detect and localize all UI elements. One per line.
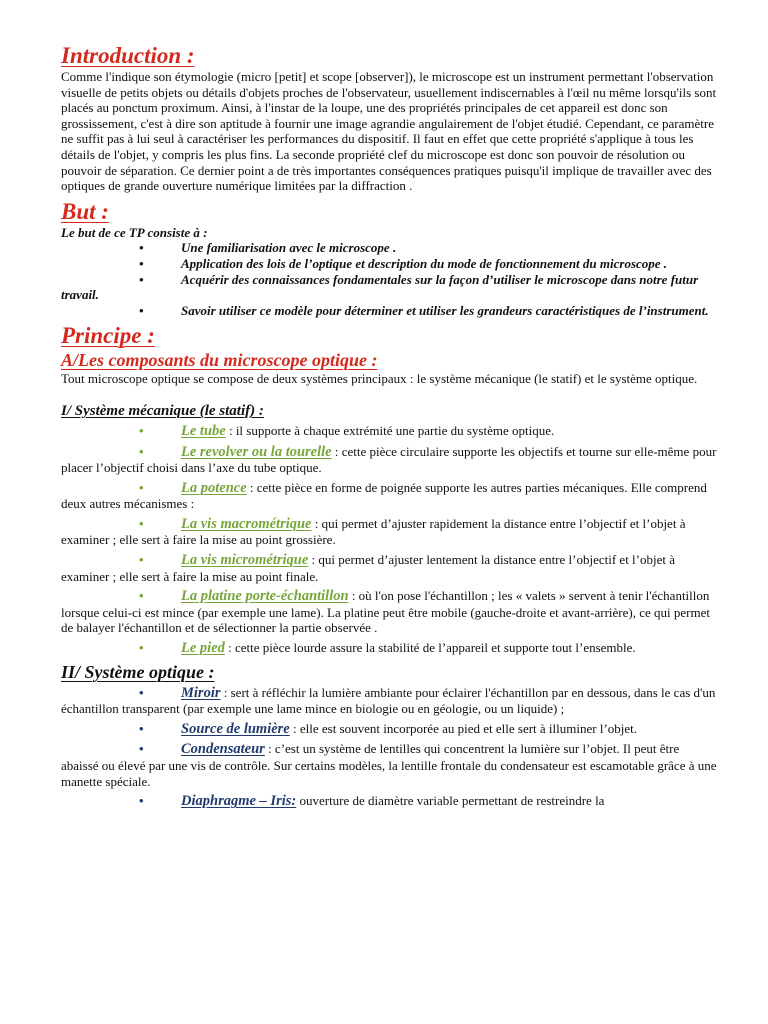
bullet-icon: • xyxy=(139,684,144,700)
term-label: La vis macrométrique xyxy=(181,515,312,532)
term-label: Miroir xyxy=(181,684,221,701)
term-label: La platine porte-échantillon xyxy=(181,588,349,605)
term-label: La potence xyxy=(181,479,247,496)
mecanique-heading: I/ Système mécanique (le statif) : xyxy=(61,402,264,419)
term-label: La vis micrométrique xyxy=(181,552,309,569)
but-heading: But : xyxy=(61,198,109,224)
term-label: Diaphragme – Iris: xyxy=(181,793,297,810)
mecanique-item: • Le revolver ou la tourelle : cette pièce circulaire supporte les objectifs et tourne sur elle-même pour placer l’objectif choisi dans l’axe du tube optique. xyxy=(61,443,717,476)
optique-heading: II/ Système optique : xyxy=(61,661,215,682)
bullet-icon: • xyxy=(139,302,144,318)
but-item: • Une familiarisation avec le microscope . xyxy=(139,240,397,256)
term-label: Source de lumière xyxy=(181,720,290,737)
mecanique-item: • La potence : cette pièce en forme de poignée supporte les autres parties mécaniques. Elle comprend deux autres mécanismes : xyxy=(61,479,707,512)
mecanique-item: • La vis macrométrique : qui permet d’ajuster rapidement la distance entre l’objectif et l’objet à examiner ; elle sert à faire la mise au point grossière. xyxy=(61,515,686,548)
optique-item: • Source de lumière : elle est souvent incorporée au pied et elle sert à illuminer l’objet. xyxy=(139,720,638,737)
mecanique-item: • Le pied : cette pièce lourde assure la stabilité de l’appareil et supporte tout l’ensemble. xyxy=(139,640,636,657)
term-label: Condensateur xyxy=(181,741,265,758)
term-label: Le tube xyxy=(181,422,226,439)
optique-item: • Miroir : sert à réfléchir la lumière ambiante pour éclairer l'échantillon par en dessous, dans le cas d'un échantillon transparent (par exemple une lame mince en biologie ou en géologie, ou un liquide) ; xyxy=(61,684,716,717)
term-label: Le revolver ou la tourelle xyxy=(181,443,332,460)
introduction-heading: Introduction : xyxy=(61,43,195,68)
mecanique-item: • La platine porte-échantillon : où l'on pose l'échantillon ; les « valets » servent à tenir l'échantillon lorsque celui-ci est mince (par exemple une lame). La platine peut être mobile (gauche-droite et avant-arrière), ce qui permet de balayer l'échantillon et de sélectionner la partie observée . xyxy=(61,588,710,636)
mecanique-item: • Le tube : il supporte à chaque extrémité une partie du système optique. xyxy=(139,422,555,439)
but-item: • Savoir utiliser ce modèle pour déterminer et utiliser les grandeurs caractéristiques de l’instrument. xyxy=(139,302,709,318)
bullet-icon: • xyxy=(139,640,144,656)
bullet-icon: • xyxy=(139,422,144,438)
mecanique-item: • La vis micrométrique : qui permet d’ajuster lentement la distance entre l’objectif et l’objet à examiner ; elle sert à faire la mise au point finale. xyxy=(61,552,676,584)
principe-intro: Tout microscope optique se compose de deux systèmes principaux : le système mécanique (le statif) et le système optique. xyxy=(61,371,698,387)
document-page xyxy=(61,42,719,810)
bullet-icon: • xyxy=(139,255,144,271)
bullet-icon: • xyxy=(139,479,144,495)
term-label: Le pied xyxy=(181,640,225,657)
but-lead: Le but de ce TP consiste à : xyxy=(61,224,208,240)
bullet-icon: • xyxy=(139,515,144,531)
principe-subheading: A/Les composants du microscope optique : xyxy=(61,350,378,371)
bullet-icon: • xyxy=(139,588,144,604)
but-item: • Acquérir des connaissances fondamentales sur la façon d’utiliser le microscope dans notre futur travail. xyxy=(61,271,699,303)
bullet-icon: • xyxy=(139,271,144,287)
bullet-icon: • xyxy=(139,720,144,736)
optique-item: • Diaphragme – Iris: ouverture de diamètre variable permettant de restreindre la xyxy=(139,793,605,810)
bullet-icon: • xyxy=(139,793,144,809)
but-item: • Application des lois de l’optique et description du mode de fonctionnement du microscope . xyxy=(139,255,668,271)
bullet-icon: • xyxy=(139,240,144,256)
bullet-icon: • xyxy=(139,443,144,459)
bullet-icon: • xyxy=(139,552,144,568)
introduction-paragraph: Comme l'indique son étymologie (micro [petit] et scope [observer]), le microscope est un instrument permettant l'observation visuelle de petits objets ou détails d'objets proches de l'observateur, usuellement indiscernables à l'œil nu même lorsqu'ils sont placés au ponctum proximum. Ainsi, à l'instar de la loupe, une des propriétés principales de cet appareil est donc son grossissement, c'est à dire son aptitude à fournir une image agrandie angulairement de l'objet étudié. Cependant, ce paramètre ne suffit pas à lui seul à caractériser les performances du dispositif. Il faut en effet que cette propriété s'applique à tous les détails de l'objet, y compris les plus fins. La seconde propriété clef du microscope est donc son pouvoir de résolution ou pouvoir de séparation. Ce dernier point a de très importantes conséquences pratiques puisqu'il implique de travailler avec des optiques de grande ouverture numérique limitées par la diffraction . xyxy=(61,69,717,194)
optique-item: • Condensateur : c’est un système de lentilles qui concentrent la lumière sur l’objet. Il peut être abaissé ou élevé par une vis de contrôle. Sur certains modèles, la lentille frontale du condensateur est escamotable grâce à une manette spéciale. xyxy=(61,741,717,789)
principe-heading: Principe : xyxy=(61,323,155,349)
bullet-icon: • xyxy=(139,741,144,757)
